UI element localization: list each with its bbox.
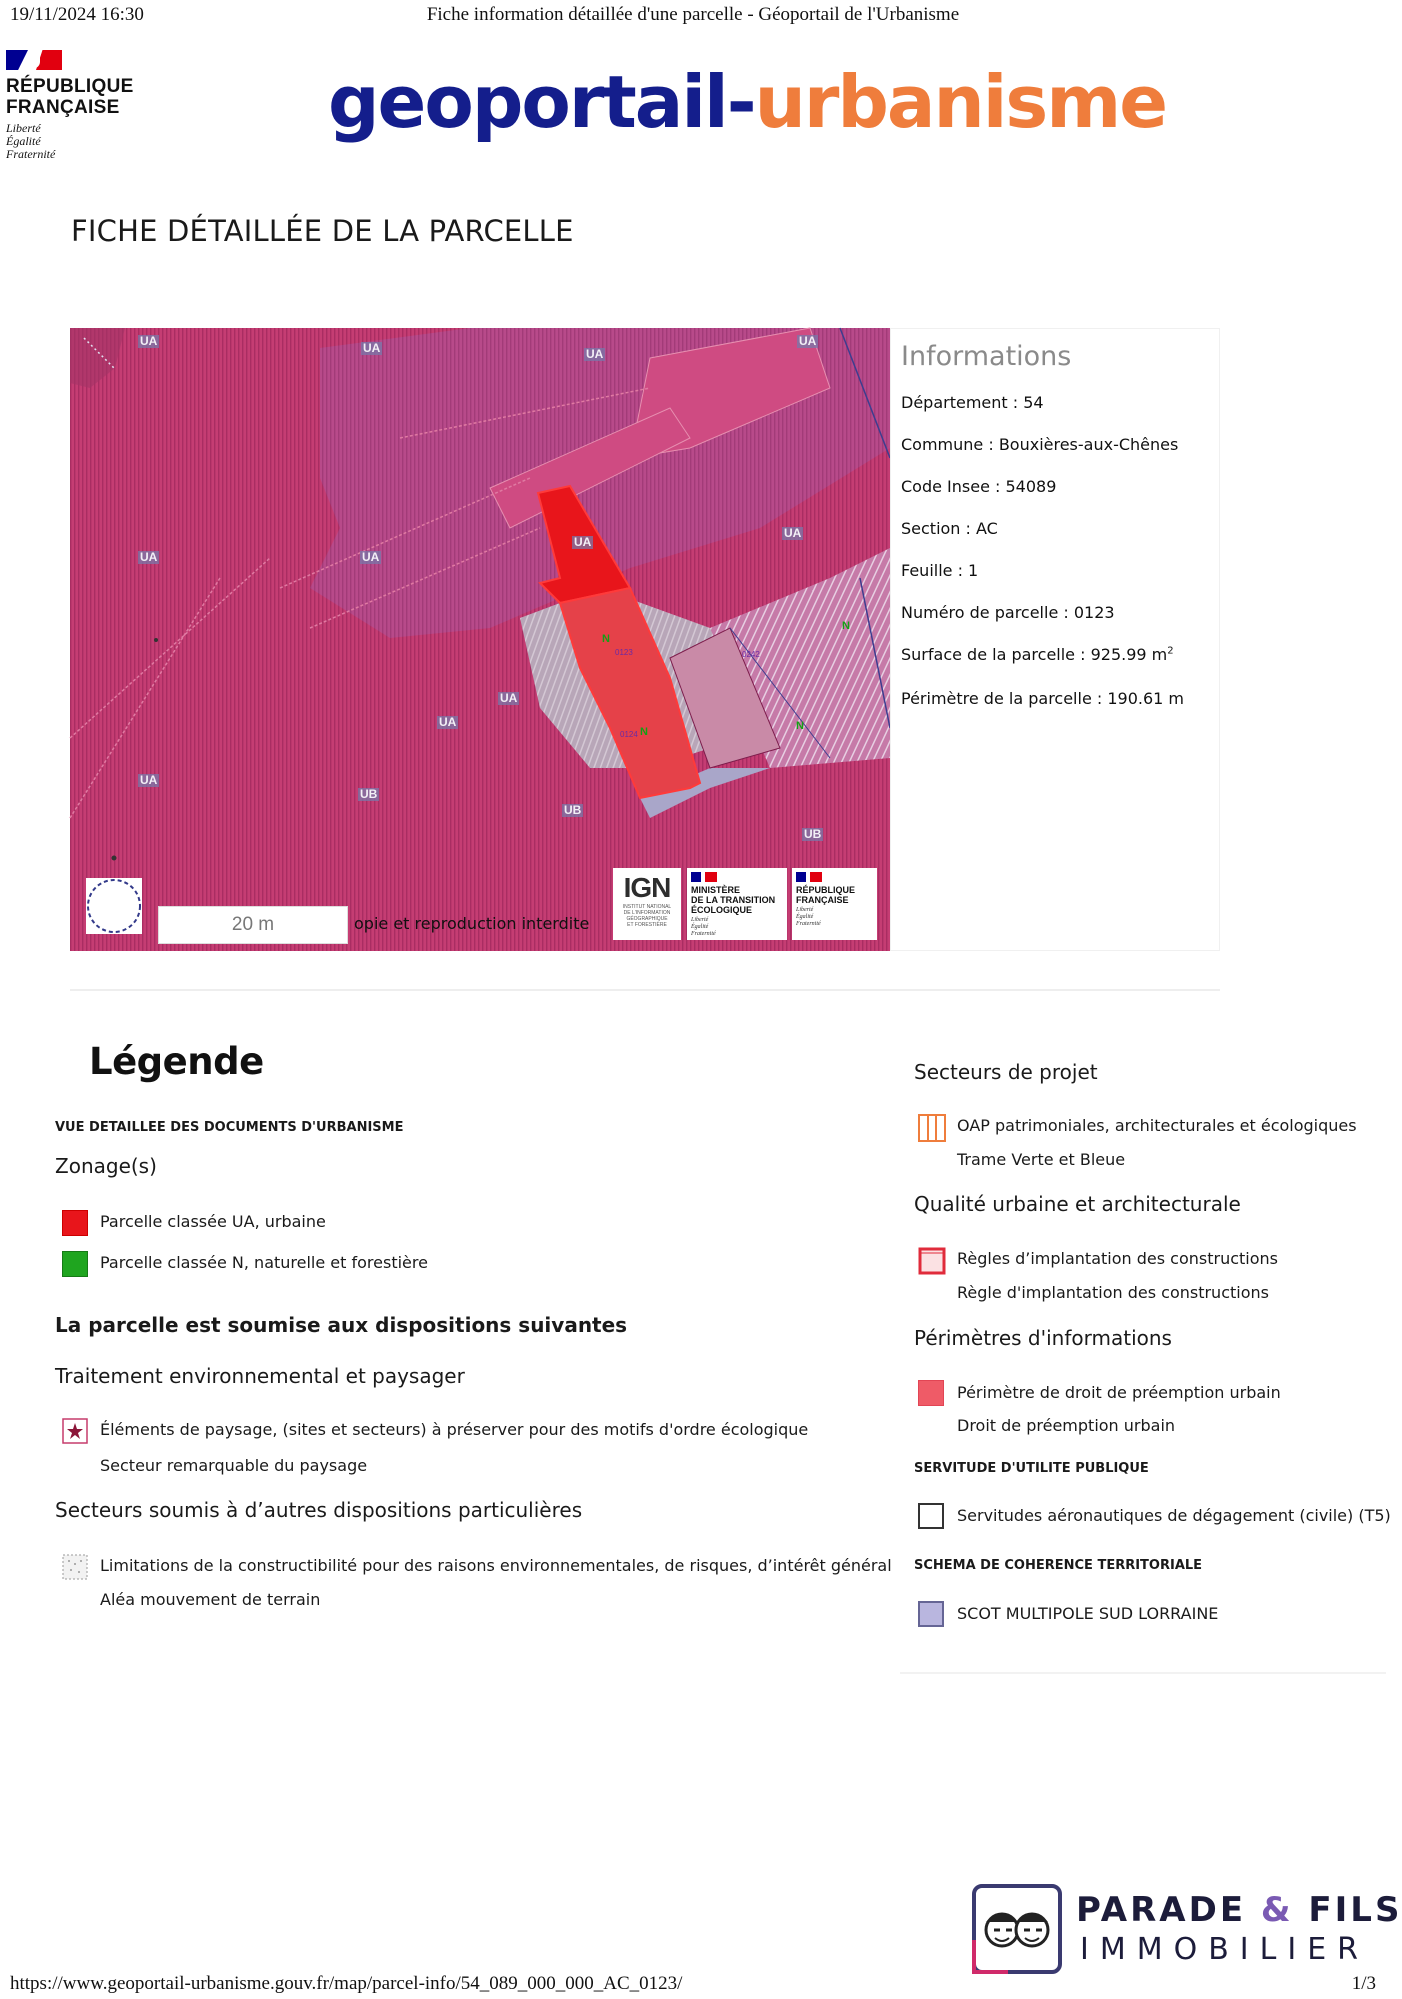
rf-mini-motto-3: Fraternité [796,921,821,927]
zone-label: UA [363,341,381,355]
scot-swatch [918,1601,944,1627]
n-zone-label: N [796,720,804,732]
print-title: Fiche information détaillée d'une parcelle - Géoportail de l'Urbanisme [426,4,960,25]
rf-name-line2: FRANÇAISE [6,97,120,118]
rf-mini-line1: RÉPUBLIQUE [796,885,856,895]
info-commune: Commune : Bouxières-aux-Chênes [901,435,1179,454]
geoportail-urbanisme-logo[interactable] [328,62,1166,142]
parcel-map[interactable] [70,328,890,951]
rf-mini-motto [796,907,873,928]
ign-sub-2: DE L'INFORMATION [623,910,671,916]
zone-label: UA [500,691,518,705]
republique-francaise-logo [6,50,146,161]
ministere-line1: MINISTÈRE [691,885,741,895]
compass-icon[interactable] [86,878,142,934]
secteurs-projet-heading: Secteurs de projet [914,1060,1098,1084]
parcel-number-label: 0124 [620,730,638,739]
rf-mini-motto-2: Égalité [796,914,814,920]
parcel-number-label: 0123 [615,648,633,657]
regles-label: Règles d’implantation des constructions [957,1249,1278,1268]
info-section: Section : AC [901,519,998,538]
ministere-line2: DE LA TRANSITION [691,895,776,905]
zone-label: UA [586,347,604,361]
zone-n-swatch [62,1251,88,1277]
zone-label: UB [804,827,822,841]
rf-motto-3: Fraternité [6,147,56,161]
ign-sub-3: GÉOGRAPHIQUE [626,916,668,922]
dotted-swatch-icon [62,1554,88,1580]
scot-heading: SCHEMA DE COHERENCE TERRITORIALE [914,1558,1203,1573]
zone-label: UA [140,334,158,348]
zone-label: UB [564,803,582,817]
info-numero: Numéro de parcelle : 0123 [901,603,1115,622]
zone-label: UB [360,787,378,801]
parade-faces-icon [968,1880,1066,1978]
traitement-heading: Traitement environnemental et paysager [55,1364,465,1388]
print-page-number: 1/3 [1351,1973,1376,1994]
zone-label: UA [784,526,802,540]
qualite-heading: Qualité urbaine et architecturale [914,1192,1241,1216]
zone-label: UA [140,550,158,564]
info-perimetre: Périmètre de la parcelle : 190.61 m [901,689,1185,708]
zone-ua-label: Parcelle classée UA, urbaine [100,1212,326,1231]
dispositions-heading: La parcelle est soumise aux dispositions suivantes [55,1313,628,1337]
rf-motto-2: Égalité [6,134,41,148]
rf-motto-1: Liberté [6,121,41,135]
n-zone-label: N [640,726,648,738]
marianne-icon [796,872,822,882]
print-footer [10,1973,1376,1995]
rf-mini-motto-1: Liberté [796,907,814,913]
zone-label: UA [140,773,158,787]
info-departement: Département : 54 [901,393,1044,412]
scot-label: SCOT MULTIPOLE SUD LORRAINE [957,1604,1219,1623]
map-scale: 20 m [158,906,348,944]
zone-label: UA [574,535,592,549]
ministere-motto [691,917,783,938]
parade-word: PARADE [1076,1890,1247,1930]
zone-label: UA [799,334,817,348]
parade-fils-logo [968,1880,1402,1980]
republique-mini-logo [792,868,877,940]
regles-swatch-icon [918,1247,944,1273]
elements-paysage-label: Éléments de paysage, (sites et secteurs) à préserver pour des motifs d'ordre écologique [100,1420,809,1439]
info-panel [890,328,1220,951]
secteurs-autres-heading: Secteurs soumis à d’autres dispositions particulières [55,1498,583,1522]
brand-geoportail: geoportail- [328,60,755,144]
section-divider [70,989,1220,991]
perimetres-heading: Périmètres d'informations [914,1326,1172,1350]
info-surface [901,645,1174,664]
rf-motto [6,122,146,161]
legend-vue-heading: VUE DETAILLEE DES DOCUMENTS D'URBANISME [55,1120,404,1135]
legend-right-panel [900,1040,1386,1674]
zone-n-label: Parcelle classée N, naturelle et forestière [100,1253,428,1272]
legend-title: Légende [89,1040,264,1083]
page-title: FICHE DÉTAILLÉE DE LA PARCELLE [71,214,574,248]
ign-name: IGN [623,872,671,903]
secteur-remarquable-label: Secteur remarquable du paysage [100,1456,368,1475]
info-surface-text: Surface de la parcelle : 925.99 m [901,645,1168,664]
parade-ampersand: & [1260,1890,1294,1930]
oap-swatch-icon [918,1114,944,1140]
parade-line2: IMMOBILIER [1080,1932,1370,1967]
alea-label: Aléa mouvement de terrain [100,1590,321,1609]
rf-name-line1: RÉPUBLIQUE [6,76,134,97]
trame-label: Trame Verte et Bleue [957,1150,1126,1169]
ministere-line3: ÉCOLOGIQUE [691,905,753,915]
ign-sub-1: INSTITUT NATIONAL [622,904,672,910]
preemption-label: Droit de préemption urbain [957,1416,1176,1435]
parade-fils-word: FILS [1308,1890,1402,1930]
regle-label: Règle d'implantation des constructions [957,1283,1269,1302]
ign-logo [613,868,681,940]
n-zone-label: N [842,620,850,632]
rf-mini-line2: FRANÇAISE [796,895,849,905]
brand-urbanisme: urbanisme [754,60,1167,144]
ministere-motto-3: Fraternité [691,931,716,937]
print-date: 19/11/2024 16:30 [10,4,144,25]
aero-label: Servitudes aéronautiques de dégagement (civile) (T5) [957,1506,1391,1525]
oap-label: OAP patrimoniales, architecturales et écologiques [957,1116,1357,1135]
servitude-heading: SERVITUDE D'UTILITE PUBLIQUE [914,1461,1149,1476]
preemption-title-label: Périmètre de droit de préemption urbain [957,1383,1281,1402]
ministere-motto-1: Liberté [691,917,709,923]
parcel-number-label: 0242 [742,650,760,659]
marianne-icon [6,50,62,70]
preemption-swatch [918,1380,944,1406]
map-copyright: opie et reproduction interdite [354,914,590,933]
info-feuille: Feuille : 1 [901,561,979,580]
ministere-motto-2: Égalité [691,924,709,930]
ministere-logo [687,868,787,940]
zone-label: UA [362,550,380,564]
info-title: Informations [901,341,1072,372]
print-header [10,4,1376,26]
ign-sub-4: ET FORESTIÈRE [627,922,667,928]
zone-ua-swatch [62,1210,88,1236]
legend-zonages-heading: Zonage(s) [55,1154,157,1178]
n-zone-label: N [602,633,610,645]
star-swatch-icon [62,1418,88,1444]
info-code-insee: Code Insee : 54089 [901,477,1057,496]
map-canvas [70,328,890,951]
zone-label: UA [439,715,457,729]
limitations-label: Limitations de la constructibilité pour des raisons environnementales, de risques, d’intérêt général [100,1556,892,1575]
info-surface-exponent: 2 [1167,645,1174,657]
aero-swatch [918,1503,944,1529]
print-url[interactable]: https://www.geoportail-urbanisme.gouv.fr/map/parcel-info/54_089_000_000_AC_0123/ [10,1973,683,1994]
marianne-icon [691,872,717,882]
parade-line1 [1076,1890,1402,1930]
